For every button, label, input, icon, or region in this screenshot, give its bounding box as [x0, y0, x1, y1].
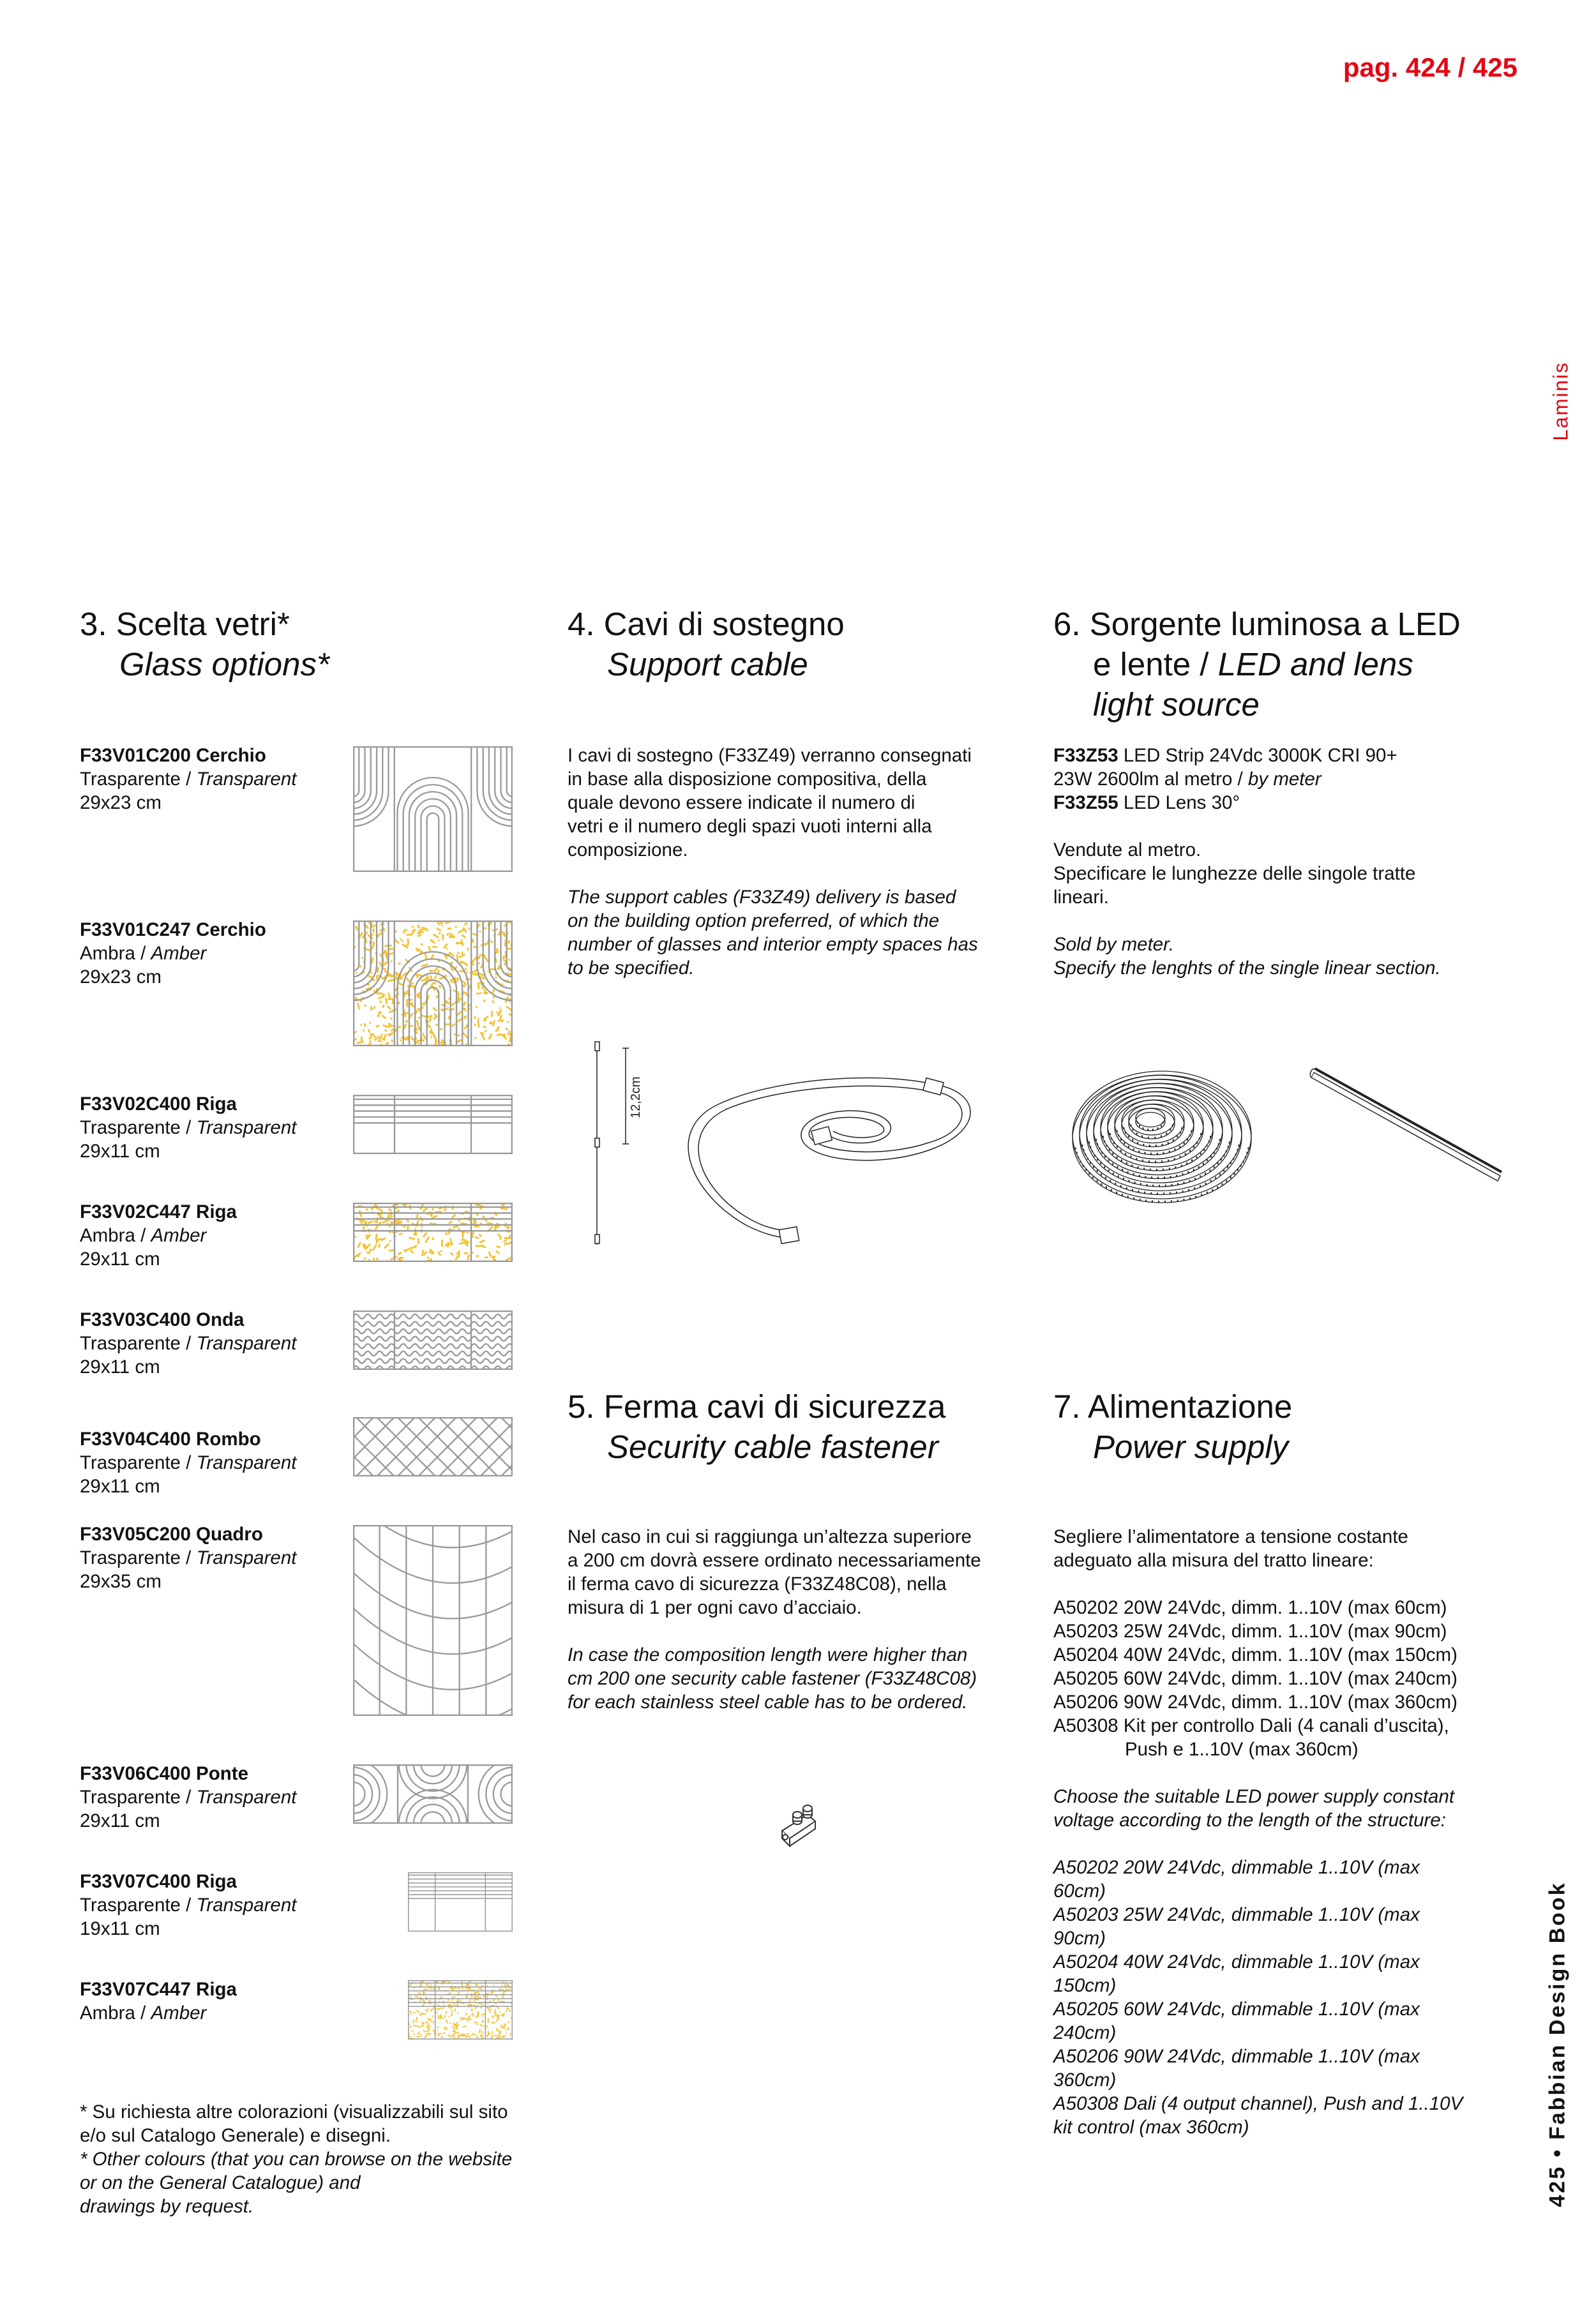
glass-size: 29x23 cm [80, 792, 162, 813]
power-item: A50205 60W 24Vdc, dimmable 1..10V (max [1053, 1999, 1420, 2020]
glass-code: F33V02C400 Riga [80, 1093, 237, 1115]
cable-subtitle: Support cable [607, 646, 808, 682]
led-strip-reel-icon [1066, 1060, 1258, 1226]
cable-dimension-label: 12,2cm [629, 1076, 643, 1118]
power-subtitle: Power supply [1093, 1429, 1289, 1465]
glass-option-3 [80, 1200, 237, 1271]
power-list-en [1053, 1856, 1500, 2139]
glass-title: 3. Scelta vetri* [80, 606, 290, 642]
footnote-line: or on the General Catalogue) and [80, 2172, 361, 2193]
glass-finish-en: Transparent [196, 1117, 297, 1138]
text-line: Specificare le lunghezze delle singole tratte [1053, 863, 1416, 884]
glass-heading [80, 604, 329, 684]
power-item: 240cm) [1053, 2022, 1117, 2043]
fastener-heading [568, 1386, 945, 1467]
page-number: pag. 424 / 425 [1343, 52, 1517, 82]
support-cable-drawing [575, 1034, 1021, 1264]
fastener-text-it [568, 1525, 1027, 1619]
glass-size: 29x11 cm [80, 1476, 160, 1497]
glass-finish: Trasparente [80, 1787, 181, 1808]
text-line: Choose the suitable LED power supply constant [1053, 1786, 1455, 1807]
cable-fastener-icon [776, 1799, 827, 1850]
glass-size: 29x11 cm [80, 1249, 160, 1270]
glass-finish: Ambra [80, 1225, 135, 1246]
cable-title: 4. Cavi di sostegno [568, 606, 845, 642]
cable-coil-icon [688, 1078, 970, 1243]
power-item: A50204 40W 24Vdc, dimmable 1..10V (max [1053, 1951, 1420, 1972]
led-strip-spec: LED Strip 24Vdc 3000K CRI 90+ [1118, 745, 1397, 766]
led-specs [1053, 744, 1500, 815]
glass-size: 29x35 cm [80, 1571, 162, 1592]
glass-size: 29x23 cm [80, 966, 162, 988]
glass-finish: Ambra [80, 943, 135, 964]
glass-riga-pattern-image [408, 1980, 513, 2040]
separator: / [180, 1452, 197, 1473]
text-line: to be specified. [568, 958, 695, 979]
led-heading [1053, 604, 1461, 725]
text-line: The support cables (F33Z49) delivery is based [568, 887, 956, 908]
power-heading [1053, 1386, 1292, 1467]
glass-finish-en: Transparent [196, 1895, 297, 1916]
glass-cerchio-pattern-image [353, 746, 513, 872]
book-footer-label: 425 • Fabbian Design Book [1545, 1881, 1570, 2207]
power-item: A50206 90W 24Vdc, dimmable 1..10V (max [1053, 2046, 1420, 2067]
glass-subtitle: Glass options* [119, 646, 329, 682]
power-item: A50203 25W 24Vdc, dimm. 1..10V (max 90cm) [1053, 1621, 1447, 1642]
glass-finish: Trasparente [80, 1547, 181, 1568]
led-strip-code: F33Z53 [1053, 745, 1118, 766]
fastener-text-en [568, 1643, 1027, 1714]
text-line: voltage according to the length of the structure: [1053, 1810, 1446, 1831]
glass-size: 19x11 cm [80, 1918, 160, 1939]
power-item: A50308 Kit per controllo Dali (4 canali d’uscita), [1053, 1715, 1449, 1736]
glass-riga-pattern-image [353, 1203, 513, 1262]
led-title: 6. Sorgente luminosa a LED [1053, 606, 1461, 642]
glass-code: F33V05C200 Quadro [80, 1524, 263, 1545]
power-description [1053, 1525, 1500, 2163]
led-lens-code: F33Z55 [1053, 792, 1118, 813]
text-line: Sold by meter. [1053, 934, 1175, 955]
footnote-line: * Other colours (that you can browse on the website [80, 2149, 513, 2170]
power-item: 90cm) [1053, 1928, 1106, 1949]
glass-option-2 [80, 1092, 296, 1163]
text-line: on the building option preferred, of which the [568, 910, 940, 931]
power-item-continued: Push e 1..10V (max 360cm) [1125, 1739, 1359, 1760]
text-line: Segliere l’alimentatore a tensione costante [1053, 1526, 1408, 1547]
power-item: 60cm) [1053, 1881, 1106, 1902]
power-item: 150cm) [1053, 1975, 1117, 1996]
glass-finish-en: Amber [151, 1225, 207, 1246]
glass-code: F33V01C247 Cerchio [80, 919, 266, 940]
separator: / [135, 943, 151, 964]
glass-option-0 [80, 744, 296, 815]
text-line: vetri e il numero degli spazi vuoti interni alla [568, 816, 932, 837]
glass-size: 29x11 cm [80, 1141, 160, 1162]
glass-onda-pattern-image [353, 1311, 513, 1370]
separator: / [180, 769, 197, 790]
cable-heading [568, 604, 845, 684]
glass-option-5 [80, 1427, 296, 1498]
cable-text-it [568, 744, 1014, 862]
glass-code: F33V07C400 Riga [80, 1871, 237, 1892]
led-title-line3: light source [1093, 686, 1260, 723]
separator: / [180, 1547, 197, 1568]
power-item: A50202 20W 24Vdc, dimm. 1..10V (max 60cm) [1053, 1597, 1447, 1618]
glass-finish: Trasparente [80, 1117, 181, 1138]
text-line: composizione. [568, 839, 688, 860]
glass-finish-en: Transparent [196, 1452, 297, 1473]
separator: / [180, 1117, 197, 1138]
power-intro-it [1053, 1525, 1500, 1572]
glass-riga-pattern-image [408, 1872, 513, 1932]
text-line: quale devono essere indicate il numero di [568, 792, 915, 813]
led-lens-profile-icon [1309, 1060, 1507, 1187]
separator: / [180, 1333, 197, 1354]
glass-finish-en: Amber [151, 943, 207, 964]
separator: / [135, 1225, 151, 1246]
footnote-line: e/o sul Catalogo Generale) e disegni. [80, 2125, 391, 2146]
text-line: misura di 1 per ogni cavo d’acciaio. [568, 1597, 862, 1618]
led-lens-spec: LED Lens 30° [1118, 792, 1240, 813]
glass-rombo-pattern-image [353, 1417, 513, 1476]
separator: / [180, 1895, 197, 1916]
led-power-spec-en: by meter [1247, 769, 1321, 790]
power-list-it [1053, 1596, 1500, 1761]
product-family-label: Laminis [1549, 361, 1572, 441]
glass-finish-en: Transparent [196, 769, 297, 790]
power-intro-en [1053, 1785, 1500, 1832]
led-text-it [1053, 838, 1500, 909]
glass-finish: Trasparente [80, 1452, 181, 1473]
power-title: 7. Alimentazione [1053, 1388, 1293, 1425]
glass-code: F33V03C400 Onda [80, 1309, 245, 1330]
glass-cerchio-pattern-image [353, 920, 513, 1046]
footnote-line: drawings by request. [80, 2196, 254, 2217]
glass-code: F33V01C200 Cerchio [80, 745, 266, 766]
glass-code: F33V02C447 Riga [80, 1201, 237, 1222]
glass-footnote [80, 2100, 512, 2218]
fastener-subtitle: Security cable fastener [607, 1429, 938, 1465]
footnote-line: * Su richiesta altre colorazioni (visualizzabili sul sito [80, 2101, 508, 2122]
fastener-title: 5. Ferma cavi di sicurezza [568, 1388, 946, 1425]
glass-code: F33V07C447 Riga [80, 1979, 237, 2000]
cable-dimension-icon [595, 1042, 629, 1245]
led-title-line2 [1053, 644, 1461, 684]
separator: / [135, 2002, 151, 2024]
power-item: A50206 90W 24Vdc, dimm. 1..10V (max 360cm) [1053, 1692, 1457, 1713]
led-description [1053, 744, 1500, 1003]
text-line: adeguato alla misura del tratto lineare: [1053, 1550, 1374, 1571]
text-line: for each stainless steel cable has to be ordered. [568, 1692, 968, 1713]
text-line: il ferma cavo di sicurezza (F33Z48C08), nella [568, 1574, 947, 1595]
led-title-en: LED and lens [1217, 646, 1413, 682]
text-line: Vendute al metro. [1053, 839, 1201, 860]
glass-option-4 [80, 1308, 296, 1379]
power-item: A50202 20W 24Vdc, dimmable 1..10V (max [1053, 1857, 1420, 1878]
text-line: Specify the lenghts of the single linear section. [1053, 958, 1441, 979]
text-line: number of glasses and interior empty spaces has [568, 934, 978, 955]
text-line: in base alla disposizione compositiva, della [568, 769, 927, 790]
led-title-it: e lente / [1093, 646, 1218, 682]
power-item: A50205 60W 24Vdc, dimm. 1..10V (max 240cm) [1053, 1668, 1457, 1689]
glass-option-6 [80, 1522, 296, 1593]
glass-size: 29x11 cm [80, 1810, 160, 1831]
glass-option-9 [80, 1978, 237, 2025]
text-line: Nel caso in cui si raggiunga un’altezza superiore [568, 1526, 972, 1547]
glass-code: F33V04C400 Rombo [80, 1429, 261, 1450]
separator: / [180, 1787, 197, 1808]
glass-ponte-pattern-image [353, 1764, 513, 1824]
cable-description [568, 744, 1014, 1003]
glass-finish: Trasparente [80, 1895, 181, 1916]
led-text-en [1053, 933, 1500, 980]
power-item: A50203 25W 24Vdc, dimmable 1..10V (max [1053, 1904, 1420, 1925]
power-item: A50204 40W 24Vdc, dimm. 1..10V (max 150cm) [1053, 1644, 1457, 1665]
glass-finish: Ambra [80, 2002, 135, 2024]
text-line: In case the composition length were higher than [568, 1644, 968, 1665]
text-line: a 200 cm dovrà essere ordinato necessariamente [568, 1550, 981, 1571]
glass-option-7 [80, 1762, 296, 1833]
fastener-description [568, 1525, 1027, 1738]
glass-finish-en: Transparent [196, 1787, 297, 1808]
glass-size: 29x11 cm [80, 1356, 160, 1378]
text-line: cm 200 one security cable fastener (F33Z48C08) [568, 1668, 977, 1689]
glass-option-1 [80, 918, 266, 989]
glass-finish-en: Amber [151, 2002, 207, 2024]
power-item: A50308 Dali (4 output channel), Push and 1..10V [1053, 2093, 1463, 2114]
cable-text-en [568, 885, 1014, 980]
glass-option-8 [80, 1870, 296, 1941]
power-item: kit control (max 360cm) [1053, 2117, 1249, 2138]
text-line: I cavi di sostegno (F33Z49) verranno consegnati [568, 745, 972, 766]
glass-finish: Trasparente [80, 769, 181, 790]
glass-finish-en: Transparent [196, 1547, 297, 1568]
text-line: lineari. [1053, 887, 1109, 908]
glass-riga-pattern-image [353, 1095, 513, 1154]
glass-finish-en: Transparent [196, 1333, 297, 1354]
glass-finish: Trasparente [80, 1333, 181, 1354]
glass-quadro-pattern-image [353, 1525, 513, 1716]
led-power-spec: 23W 2600lm al metro / [1053, 769, 1248, 790]
power-item: 360cm) [1053, 2070, 1117, 2091]
glass-code: F33V06C400 Ponte [80, 1763, 248, 1784]
